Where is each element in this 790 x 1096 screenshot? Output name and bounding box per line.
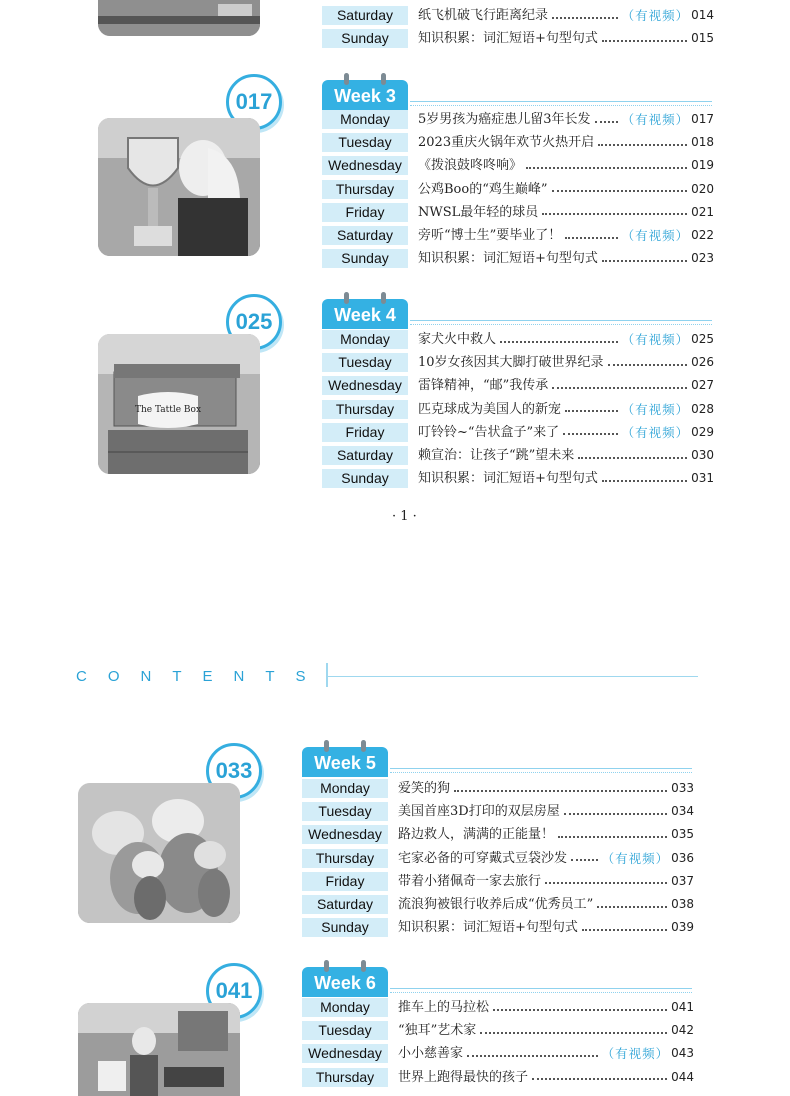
toc-row[interactable]	[322, 400, 714, 421]
day-label: Monday	[322, 330, 408, 349]
toc-row[interactable]	[322, 469, 714, 490]
toc-row[interactable]	[322, 423, 714, 444]
leader-dots	[545, 882, 667, 884]
page-number: 014	[691, 8, 714, 22]
day-label: Thursday	[302, 1068, 388, 1087]
page-number: 022	[691, 228, 714, 242]
page-number-circle: 033	[206, 743, 262, 799]
leader-dots	[602, 480, 687, 482]
video-badge: （有视频）	[621, 112, 690, 127]
day-label: Monday	[302, 779, 388, 798]
photo-trophy-girl	[98, 118, 260, 256]
week-label: Week 4	[334, 305, 396, 325]
page-number: 036	[671, 850, 694, 865]
article-title[interactable]: 旁听“博士生”要毕业了！	[418, 228, 562, 243]
leader-dots	[526, 167, 687, 169]
toc-row[interactable]	[322, 156, 714, 177]
article-title[interactable]: 雷锋精神，“邮”我传承	[418, 378, 549, 394]
day-label: Sunday	[322, 469, 408, 488]
page-number-circle: 017	[226, 74, 282, 130]
toc-row[interactable]	[302, 872, 694, 893]
day-label: Wednesday	[302, 1044, 388, 1063]
article-title[interactable]: 知识积累：词汇短语+句型句式	[418, 251, 598, 267]
leader-dots	[565, 410, 618, 412]
article-title[interactable]: 5岁男孩为癌症患儿留3年长发	[418, 112, 591, 127]
leader-dots	[467, 1055, 598, 1057]
toc-row[interactable]	[302, 849, 694, 870]
article-title[interactable]: 赖宣治：让孩子“跳”望未来	[418, 448, 575, 463]
leader-dots	[563, 433, 617, 435]
day-label: Wednesday	[322, 376, 408, 395]
video-badge: （有视频）	[621, 8, 690, 23]
toc-row[interactable]	[322, 203, 714, 224]
day-label: Saturday	[322, 226, 408, 245]
page-folio: · 1 ·	[392, 509, 417, 524]
day-label: Wednesday	[322, 156, 408, 175]
article-title[interactable]: 爱笑的狗	[398, 781, 451, 796]
leader-dots	[532, 1078, 667, 1080]
toc-row[interactable]	[302, 1021, 694, 1042]
toc-row[interactable]	[302, 825, 694, 846]
article-title[interactable]: 匹克球成为美国人的新宠	[418, 401, 562, 417]
article-title[interactable]: NWSL最年轻的球员	[418, 204, 539, 220]
leader-dots	[542, 213, 687, 215]
day-label: Sunday	[322, 29, 408, 48]
video-badge: （有视频）	[621, 401, 690, 417]
toc-row[interactable]	[322, 133, 714, 154]
page-number: 038	[671, 897, 694, 911]
day-label: Monday	[302, 998, 388, 1017]
toc-row[interactable]	[322, 226, 714, 247]
leader-dots	[602, 260, 687, 262]
page-number-circle: 041	[206, 963, 262, 1019]
leader-dots	[500, 341, 618, 343]
photo-peppa-pig-family	[78, 783, 240, 923]
article-title[interactable]: 叮铃铃~“告状盒子”来了	[418, 424, 560, 440]
page-number: 015	[691, 31, 714, 46]
page-number: 018	[691, 135, 714, 150]
toc-row[interactable]	[302, 895, 694, 916]
toc-row[interactable]	[302, 998, 694, 1019]
article-title[interactable]: 世界上跑得最快的孩子	[398, 1069, 529, 1085]
page-number: 043	[671, 1046, 694, 1061]
article-title[interactable]: 美国首座3D打印的双层房屋	[398, 804, 560, 820]
day-label: Monday	[322, 110, 408, 129]
leader-dots	[480, 1032, 667, 1034]
page-number: 027	[691, 378, 714, 393]
leader-dots	[571, 859, 598, 861]
photo-tattle-box	[98, 334, 260, 474]
toc-row[interactable]	[302, 1068, 694, 1089]
toc-row[interactable]	[322, 249, 714, 270]
page-number: 023	[691, 251, 714, 266]
toc-row[interactable]	[302, 802, 694, 823]
day-label: Sunday	[322, 249, 408, 268]
article-title[interactable]: 路边救人，满满的正能量！	[398, 827, 555, 843]
week-label: Week 3	[334, 86, 396, 106]
video-badge: （有视频）	[621, 332, 690, 347]
video-badge: （有视频）	[601, 1046, 670, 1062]
day-label: Tuesday	[322, 133, 408, 152]
week-header	[302, 967, 388, 997]
week-label: Week 6	[314, 973, 376, 993]
page-number: 039	[671, 920, 694, 935]
toc-row[interactable]	[322, 110, 714, 131]
day-label: Tuesday	[302, 802, 388, 821]
day-label: Saturday	[322, 6, 408, 25]
article-title[interactable]: 流浪狗被银行收养后成“优秀员工”	[398, 897, 594, 912]
article-title[interactable]: 纸飞机破飞行距离纪录	[418, 8, 549, 23]
article-title[interactable]: 10岁女孩因其大脚打破世界纪录	[418, 355, 604, 371]
leader-dots	[558, 836, 667, 838]
page-number: 019	[691, 158, 714, 173]
day-label: Thursday	[322, 180, 408, 199]
page-number: 025	[691, 332, 714, 346]
leader-dots	[598, 144, 687, 146]
page-number: 017	[691, 112, 714, 126]
article-title[interactable]: 知识积累：词汇短语+句型句式	[398, 920, 578, 936]
article-title[interactable]: 家犬火中救人	[418, 332, 497, 347]
toc-row[interactable]	[302, 779, 694, 800]
leader-dots	[595, 121, 618, 123]
box-label: The Tattle Box	[134, 405, 202, 415]
toc-row[interactable]	[322, 330, 714, 351]
toc-row[interactable]	[322, 446, 714, 467]
toc-row[interactable]	[322, 180, 714, 201]
page-number: 020	[691, 181, 714, 196]
week-header	[322, 80, 408, 110]
page-number-circle: 025	[226, 294, 282, 350]
page-number: 028	[691, 401, 714, 416]
leader-dots	[552, 190, 688, 192]
article-title[interactable]: 2023重庆火锅年欢节火热开启	[418, 135, 595, 151]
leader-dots	[493, 1009, 667, 1011]
toc-row[interactable]	[322, 376, 714, 397]
day-label: Tuesday	[322, 353, 408, 372]
page-number: 035	[671, 827, 694, 842]
page-number: 026	[691, 355, 714, 370]
day-label: Friday	[322, 203, 408, 222]
day-label: Saturday	[322, 446, 408, 465]
article-title[interactable]: 带着小猪佩奇一家去旅行	[398, 873, 542, 889]
day-label: Tuesday	[302, 1021, 388, 1040]
contents-heading: CONTENTS	[76, 668, 327, 685]
page-number: 037	[671, 873, 694, 888]
leader-dots	[578, 457, 687, 459]
article-title[interactable]: 《拨浪鼓咚咚响》	[418, 158, 523, 174]
toc-row[interactable]	[302, 918, 694, 939]
article-title[interactable]: 宅家必备的可穿戴式豆袋沙发	[398, 850, 568, 866]
photo-paper-plane	[98, 0, 260, 36]
day-label: Friday	[322, 423, 408, 442]
toc-row[interactable]	[302, 1044, 694, 1065]
photo-boy-with-cart	[78, 1003, 240, 1096]
page-number: 034	[671, 804, 694, 819]
leader-dots	[608, 364, 688, 366]
page-number: 041	[671, 1000, 694, 1014]
article-title[interactable]: 知识积累：词汇短语+句型句式	[418, 471, 598, 487]
page-number: 031	[691, 471, 714, 486]
week-header	[302, 747, 388, 777]
leader-dots	[564, 813, 667, 815]
week-header	[322, 299, 408, 329]
article-title[interactable]: “独耳”艺术家	[398, 1023, 477, 1039]
day-label: Saturday	[302, 895, 388, 914]
week-label: Week 5	[314, 753, 376, 773]
leader-dots	[597, 906, 667, 908]
page-number: 044	[671, 1069, 694, 1084]
leader-dots	[582, 929, 667, 931]
page-number: 030	[691, 448, 714, 462]
video-badge: （有视频）	[621, 424, 690, 440]
toc-row[interactable]	[322, 6, 714, 27]
article-title[interactable]: 小小慈善家	[398, 1046, 464, 1062]
toc-row[interactable]	[322, 353, 714, 374]
page-number: 033	[671, 781, 694, 795]
video-badge: （有视频）	[601, 850, 670, 866]
article-title[interactable]: 知识积累：词汇短语+句型句式	[418, 31, 598, 47]
day-label: Thursday	[302, 849, 388, 868]
toc-row[interactable]	[322, 29, 714, 50]
page-number: 042	[671, 1023, 694, 1038]
day-label: Wednesday	[302, 825, 388, 844]
page-number: 021	[691, 204, 714, 219]
leader-dots	[602, 40, 687, 42]
leader-dots	[565, 237, 617, 239]
article-title[interactable]: 推车上的马拉松	[398, 1000, 490, 1015]
day-label: Sunday	[302, 918, 388, 937]
leader-dots	[454, 790, 667, 792]
article-title[interactable]: 公鸡Boo的“鸡生巅峰”	[418, 181, 548, 197]
day-label: Friday	[302, 872, 388, 891]
leader-dots	[552, 17, 618, 19]
page-number: 029	[691, 424, 714, 439]
leader-dots	[552, 387, 687, 389]
day-label: Thursday	[322, 400, 408, 419]
video-badge: （有视频）	[621, 228, 690, 243]
